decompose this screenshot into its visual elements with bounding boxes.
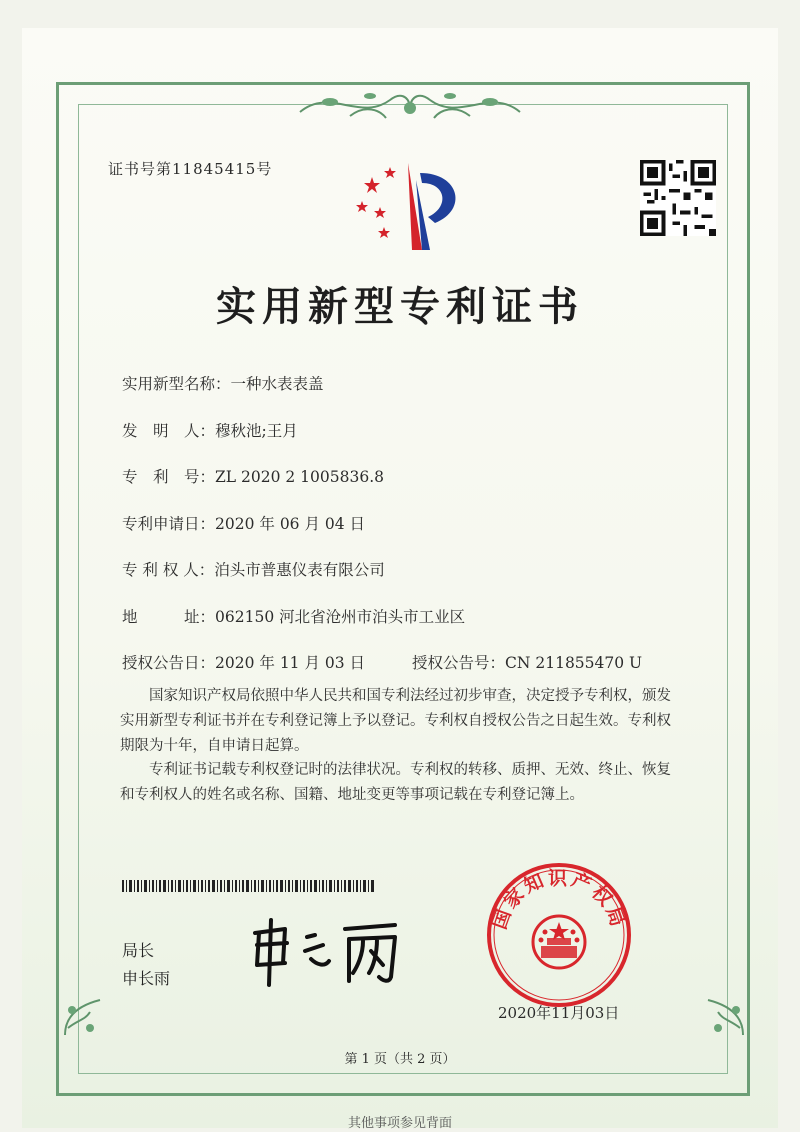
cnipa-logo-icon [350, 155, 475, 260]
official-seal-icon [484, 860, 634, 1010]
field-label: 专利申请日： [122, 515, 216, 533]
field-grant-announcement-number [412, 651, 642, 673]
field-value: CN 211855470 U [505, 654, 643, 672]
field-value: 一种水表表盖 [230, 375, 324, 393]
certificate-number: 证书号第11845415号 [108, 160, 273, 178]
field-value: 062150 河北省沧州市泊头市工业区 [215, 608, 466, 626]
corner-ornament-icon [698, 990, 748, 1040]
field-label: 发 明 人： [122, 422, 216, 440]
svg-text:国家知识产权局: 国家知识产权局 [488, 867, 630, 933]
field-value: 泊头市普惠仪表有限公司 [214, 561, 385, 579]
field-value: 穆秋池;王月 [215, 422, 298, 440]
field-label: 实用新型名称： [122, 375, 231, 393]
field-patent-number [122, 465, 384, 487]
field-label: 地 址： [122, 608, 216, 626]
page-number: 第 1 页（共 2 页） [344, 1052, 456, 1067]
page-title: 实用新型专利证书 [216, 283, 584, 330]
field-grant-announcement-date [122, 651, 365, 673]
field-inventor [122, 419, 298, 441]
field-label: 授权公告日： [122, 654, 216, 672]
floral-ornament-icon [290, 82, 530, 130]
qr-code-icon [640, 160, 716, 236]
field-value: 2020 年 06 月 04 日 [215, 515, 366, 533]
field-application-date [122, 512, 365, 534]
official-name: 申长雨 [122, 969, 171, 988]
footer-note: 其他事项参见背面 [347, 1116, 452, 1131]
field-value: ZL 2020 2 1005836.8 [215, 468, 384, 486]
field-value: 2020 年 11 月 03 日 [215, 654, 366, 672]
field-patentee [122, 558, 385, 580]
seal-date: 2020年11月03日 [498, 1004, 620, 1022]
field-label: 授权公告号： [412, 654, 506, 672]
official-title: 局长 [122, 941, 155, 960]
field-label: 专 利 权 人： [122, 561, 215, 579]
field-address [122, 605, 465, 627]
corner-ornament-icon [60, 990, 110, 1040]
body-paragraph: 国家知识产权局依照中华人民共和国专利法经过初步审查，决定授予专利权，颁发实用新型专利证书并在专利登记簿上予以登记。专利权自授权公告之日起生效。专利权期限为十年，自申请日起算。 [120, 688, 671, 754]
barcode-icon [122, 880, 374, 892]
body-paragraph: 专利证书记载专利权登记时的法律状况。专利权的转移、质押、无效、终止、恢复和专利权人的姓名或名称、国籍、地址变更等事项记载在专利登记簿上。 [120, 762, 671, 803]
field-utility-model-name [122, 372, 324, 394]
field-label: 专 利 号： [122, 468, 216, 486]
handwritten-signature [245, 915, 410, 990]
